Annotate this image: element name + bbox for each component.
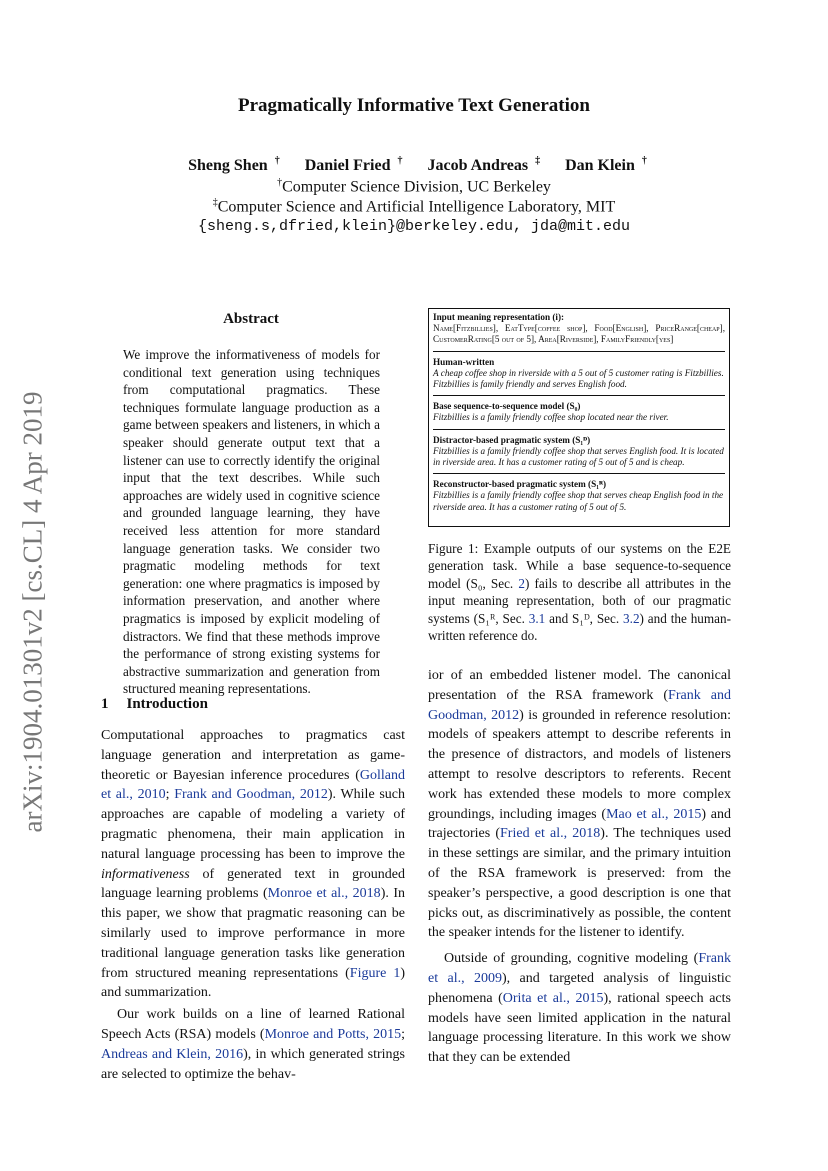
- paragraph: Computational approaches to pragmatics cast language generation and interpretation as game-theoretic or Bayesian inference procedures (Golland et al., 2010; Frank and Goodman, 2012). While such approaches are capable of modeling a variety of pragmatic phenomena, their main application in natural language processing has been to improve the informativeness of generated text in grounded language learning problems (Monroe et al., 2018). In this paper, we show that pragmatic reasoning can be similarly used to improve performance in more traditional language generation tasks like generation from structured meaning representations (Figure 1) and summarization.: [101, 728, 406, 1001]
- citation-link[interactable]: Frank and Goodman, 2012: [428, 687, 731, 723]
- citation-link[interactable]: Monroe and Potts, 2015: [264, 1026, 402, 1042]
- affiliation: ‡Computer Science and Artificial Intelligence Laboratory, MIT: [212, 197, 616, 216]
- figure-divider: [433, 395, 725, 396]
- right-column-body: [428, 666, 731, 1068]
- section-link[interactable]: 2: [518, 575, 525, 591]
- arxiv-sidebar: [12, 372, 54, 852]
- figure-output-section: Distractor-based pragmatic system (S₁ᴰ) Fitzbillies is a family friendly coffee shop that serves English food. It is located in riverside area. It has a customer rating of 5 out of 5 and is cheap.: [433, 434, 724, 468]
- citation-link[interactable]: Mao et al., 2015: [606, 806, 702, 822]
- paragraph: ior of an embedded listener model. The canonical presentation of the RSA framework (Frank and Goodman, 2012) is grounded in reference resolution: models of speakers attempt to describe referents in the presence of distractors, and models of listeners attempt to resolve descriptors to referents. Recent work has extended these models to more complex groundings, including images (Mao et al., 2015) and trajectories (Fried et al., 2018). The techniques used in these settings are similar, and the primary intuition of the RSA framework is preserved: from the speaker’s perspective, a good description is one that picks out, as discriminatively as possible, the content the speaker intends for the listener to identify.: [428, 668, 731, 941]
- figure-divider: [433, 473, 725, 474]
- citation-link[interactable]: Fried et al., 2018: [500, 826, 601, 842]
- author: Dan Klein †: [565, 156, 647, 175]
- citation-link[interactable]: Frank et al., 2009: [428, 951, 731, 986]
- citation-link[interactable]: Frank and Goodman, 2012: [174, 787, 328, 803]
- figure-output-section: Human-written A cheap coffee shop in riverside with a 5 out of 5 customer rating is Fitzbillies. Fitzbillies is family friendly and serves English food.: [433, 356, 724, 390]
- figure-output-section: Reconstructor-based pragmatic system (S₁ᴿ) Fitzbillies is a family friendly coffee shop that serves cheap English food in the riverside area. It has a customer rating of 5 out of 5.: [433, 479, 724, 512]
- section-heading: 1 Introduction: [101, 696, 208, 712]
- citation-link[interactable]: Andreas and Klein, 2016: [101, 1046, 244, 1062]
- affiliation: †Computer Science Division, UC Berkeley: [277, 177, 551, 196]
- citation-link[interactable]: Orita et al., 2015: [502, 990, 604, 1006]
- section-link[interactable]: 3.1: [528, 610, 546, 626]
- citation-link[interactable]: Monroe et al., 2018: [267, 886, 381, 902]
- abstract-heading: Abstract: [223, 311, 279, 327]
- paragraph: Outside of grounding, cognitive modeling (Frank et al., 2009), and targeted analysis of linguistic phenomena (Orita et al., 2015), rational speech acts models have seen limited application in the natural language processing literature. In this work we show that they can be extended: [428, 951, 731, 1066]
- author: Sheng Shen †: [188, 156, 280, 175]
- section-link[interactable]: 3.2: [623, 610, 640, 626]
- abstract-text: We improve the informativeness of models for conditional text generation using techniques from computational pragmatics. These techniques formulate language production as a game between speakers and listeners, in which a speaker should generate output text that a listener can use to correctly identify the original input that the text describes. While such approaches are widely used in cognitive science and grounded language learning, they have received less attention for more standard language generation tasks. We consider two pragmatic modeling methods for text generation: one where pragmatics is imposed by information preservation, and another where pragmatics is imposed by explicit modeling of distractors. We find that these methods improve the performance of strong existing systems for abstractive summarization and generation from structured meaning representations.: [123, 347, 380, 697]
- figure-link[interactable]: Figure 1: [349, 965, 401, 981]
- author-list: [0, 156, 828, 175]
- author: Daniel Fried †: [304, 156, 403, 175]
- author-emails: {sheng.s,dfried,klein}@berkeley.edu, jda@mit.edu: [197, 218, 631, 235]
- figure-divider: [433, 351, 725, 352]
- figure-divider: [433, 429, 725, 430]
- author: Jacob Andreas ‡: [427, 156, 541, 175]
- figure-output-section: Base sequence-to-sequence model (S₀) Fitzbillies is a family friendly coffee shop located near the river.: [433, 401, 669, 423]
- paragraph: Our work builds on a line of learned Rational Speech Acts (RSA) models (Monroe and Potts, 2015; Andreas and Klein, 2016), in which generated strings are selected to optimize the behav-: [101, 1007, 406, 1082]
- arxiv-identifier: arXiv:1904.01301v2 [cs.CL] 4 Apr 2019: [17, 391, 48, 833]
- figure-mr-section: Input meaning representation (i): Name[Fitzbillies], EatType[coffee shop], Food[English], PriceRange[cheap], CustomerRating[5 out of 5], Area[Riverside], FamilyFriendly[yes]: [433, 312, 725, 345]
- paper-title: Pragmatically Informative Text Generation: [238, 95, 590, 116]
- figure-caption: Figure 1: Example outputs of our systems on the E2E generation task. While a base sequence-to-sequence model (S₀, Sec. 2) fails to describe all attributes in the input meaning representation, both of our pragmatic systems (S₁ᴿ, Sec. 3.1 and S₁ᴰ, Sec. 3.2) and the human-written reference do.: [428, 541, 731, 644]
- figure-1-box: [428, 308, 730, 527]
- citation-link[interactable]: Golland et al., 2010: [101, 767, 405, 803]
- left-column-body: [101, 726, 405, 1084]
